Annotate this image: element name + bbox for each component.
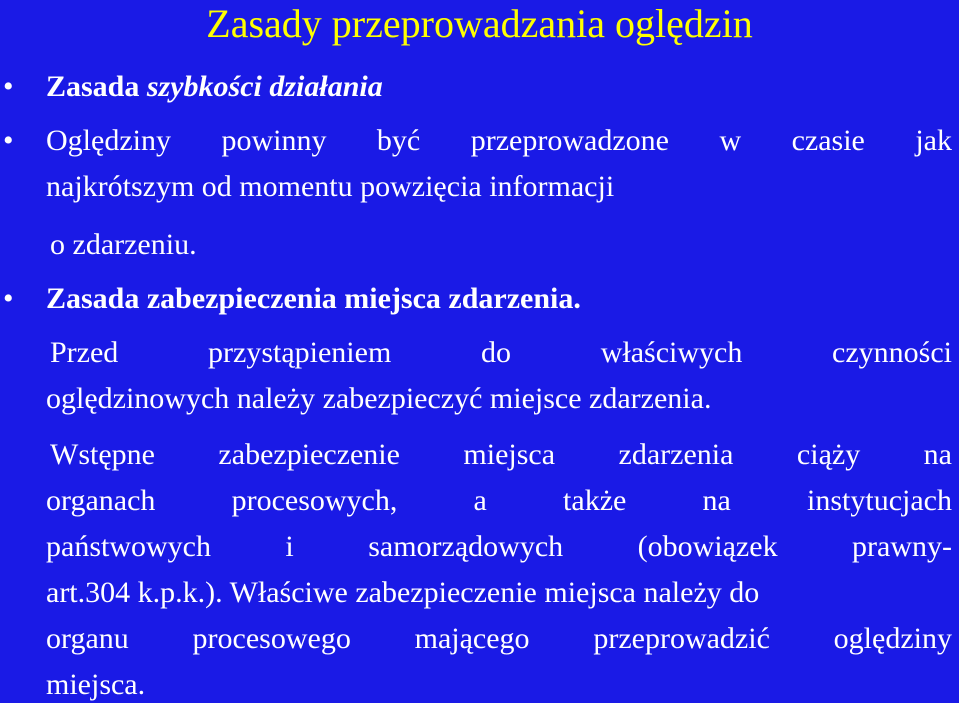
rule-securing-heading: Zasada zabezpieczenia miejsca zdarzenia. (46, 282, 581, 315)
preliminary-paragraph-line-5: organu procesowego mającego przeprowadzić oględziny (46, 622, 952, 655)
preliminary-paragraph-line-1: Wstępne zabezpieczenie miejsca zdarzenia ciąży na (50, 438, 952, 471)
rule-speed-heading (46, 69, 952, 105)
rule-speed-emphasis: szybkości działania (146, 70, 383, 103)
bullet-2: • (3, 124, 14, 157)
preliminary-paragraph-line-2: organach procesowych, a także na instytucjach (46, 484, 952, 517)
rule-speed-lead: Zasada (46, 70, 147, 103)
speed-text-line-3: o zdarzeniu. (50, 228, 197, 261)
preliminary-paragraph-line-3: państwowych i samorządowych (obowiązek prawny- (46, 530, 952, 563)
bullet-1: • (3, 70, 14, 103)
bullet-3: • (3, 282, 14, 315)
speed-text-line-2: najkrótszym od momentu powzięcia informacji (46, 170, 615, 203)
preliminary-paragraph-line-4: art.304 k.p.k.). Właściwe zabezpieczenie miejsca należy do (46, 576, 760, 609)
securing-paragraph-line-2: oględzinowych należy zabezpieczyć miejsce zdarzenia. (46, 382, 712, 415)
speed-text-line-1: Oględziny powinny być przeprowadzone w czasie jak (46, 124, 952, 157)
slide-title: Zasady przeprowadzania oględzin (206, 1, 753, 46)
preliminary-paragraph-line-6: miejsca. (46, 668, 146, 701)
securing-paragraph-line-1: Przed przystąpieniem do właściwych czynności (50, 336, 952, 369)
